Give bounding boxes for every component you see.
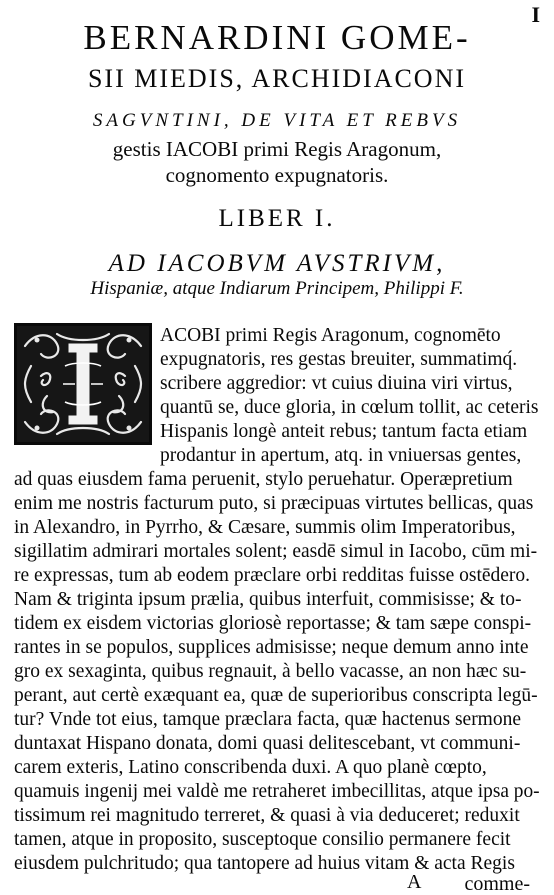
text-line: tissimum rei magnitudo terreret, & quasi à via deduceret; reduxit [14,805,520,826]
signature-mark: A [407,871,422,893]
text-line: tamen, atque in proposito, susceptoque consilio permanere fecit [14,829,511,850]
text-line: rantes in se populos, supplices admisisse; neque demum anno inte [14,637,529,658]
text-line: ACOBI primi Regis Aragonum, cognomēto [160,325,501,346]
text-line: tidem ex eisdem victorias gloriosè reportasse; & tam sæpe conspi- [14,613,532,634]
text-line: enim me nostris facturum puto, si præcipuas virtutes bellicas, quas [14,493,534,514]
text-line: re expressas, tum ab eodem præclare orbi redditas fuisse ostēdero. [14,565,531,586]
text-line: quantū se, duce gloria, in cœlum tollit, ac ceteris [160,397,539,418]
dedication-line-1: AD IACOBVM AVSTRIVM, [108,250,446,277]
page-number: I [531,2,540,27]
text-line: carem exteris, Latino conscribenda duxi. A quo planè cœpto, [14,757,487,778]
text-line: gro ex sexaginta, quibus regnauit, à bello vacasse, an non hæc su- [14,661,527,682]
text-line: sigillatim admirari mortales solent; easdē simul in Iacobo, cūm mi- [14,541,538,562]
title-line-5: cognomento expugnatoris. [165,163,389,187]
book-heading: LIBER I. [218,205,336,232]
text-line: in Alexandro, in Pyrrho, & Cæsare, summis olim Imperatoribus, [14,517,516,538]
text-line: ad quas eiusdem fama peruenit, stylo peruehatur. Operæpretium [14,469,513,490]
title-line-1: BERNARDINI GOME- [83,18,471,57]
title-line-4: gestis IACOBI primi Regis Aragonum, [112,137,442,161]
text-line: duntaxat Hispano donata, domi quasi delitescebant, vt communi- [14,733,521,754]
text-line: tur? Vnde tot eius, tamque præclara facta, quæ hactenus sermone [14,709,522,730]
text-line: prodantur in apertum, atq. in vniuersas gentes, [160,445,522,466]
text-line: Hispanis longè anteit rebus; tantum facta etiam [160,421,528,442]
text-line: eiusdem pulchritudo; qua tantopere ad huius vitam & acta Regis [14,853,515,874]
text-line: expugnatoris, res gestas breuiter, summatimq́. [160,349,518,370]
text-line: quamuis ingenij mei valdè me retraheret imbecillitas, atque ipsa po- [14,781,540,802]
title-line-2: SII MIEDIS, ARCHIDIACONI [87,64,467,93]
text-line: scribere aggredior: vt cuius diuina viri virtus, [160,373,513,394]
catchword: comme- [464,873,530,895]
decorated-initial-woodcut [14,323,152,445]
text-line: Nam & triginta ipsum prælia, quibus interfuit, commisisse; & to- [14,589,522,610]
text-line: perant, aut certè exæquant ea, quæ de superioribus conscripta legū- [14,685,538,706]
dedication-line-2: Hispaniæ, atque Indiarum Principem, Philippi F. [90,278,464,299]
title-line-3: SAGVNTINI, DE VITA ET REBVS [92,110,462,131]
ornament-icon [17,326,149,442]
